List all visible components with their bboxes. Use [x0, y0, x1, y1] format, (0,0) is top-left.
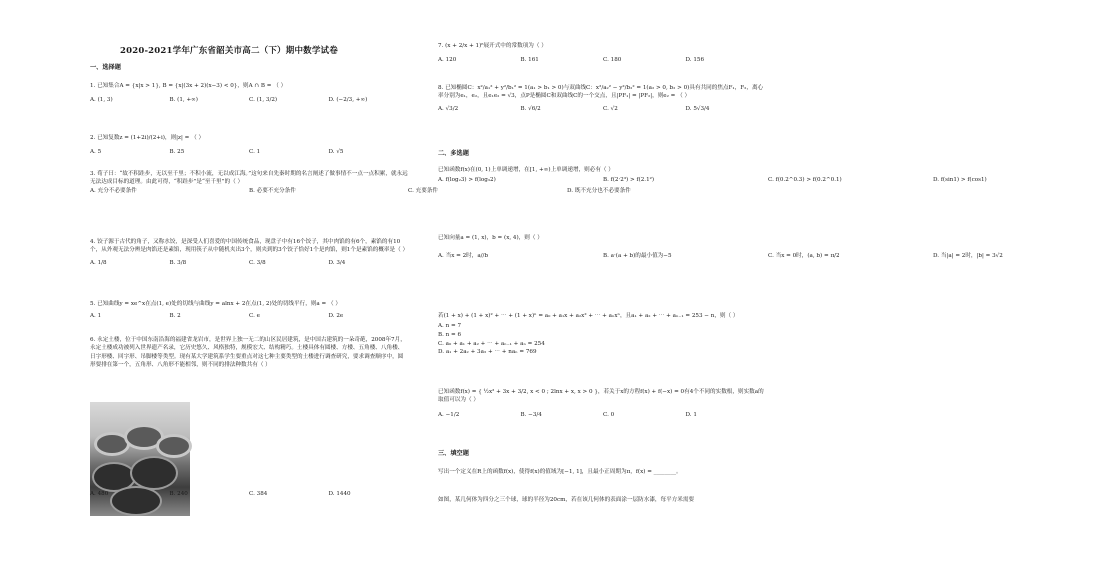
question-text: 7. (x + 2/x + 1)⁶展开式中的常数项为（ ）	[438, 43, 547, 49]
option-d: D. 2e	[328, 313, 344, 320]
option-a: A. 5	[90, 149, 102, 156]
option-b: B. 161	[520, 57, 539, 64]
option-c: C. a₀ + a₁ + a₂ + ⋯ + aₙ₋₁ + aₙ = 254	[438, 340, 545, 347]
option-b: B. (1, +∞)	[169, 97, 198, 104]
question-text: 已知函数f(x)在(0, 1)上单调递增，在[1, +∞)上单调递增，则必有（ ）	[438, 167, 614, 173]
option-c: C. 384	[249, 491, 268, 497]
option-d: D. 当|a| = 2时，|b| = 3√2	[933, 253, 1003, 260]
option-b: B. a·(a + b)的最小值为−5	[603, 253, 672, 260]
question-14	[438, 496, 768, 504]
option-c: C. √2	[603, 105, 618, 112]
option-b: B. √6/2	[520, 105, 541, 112]
section-heading-multi: 二、多选题	[438, 150, 469, 157]
question-5	[90, 300, 408, 320]
question-text: 若(1 + x) + (1 + x)² + ⋯ + (1 + x)ⁿ = a₀ + a₁x + a₂x² + ⋯ + aₙxⁿ，且a₁ + a₂ + ⋯ + aₙ₋₁ = 253 − n，则（ ）	[438, 313, 739, 319]
option-a: A. 120	[438, 57, 457, 64]
question-4	[90, 238, 408, 267]
option-a: A. −1/2	[438, 411, 460, 418]
question-6-options	[90, 490, 408, 498]
option-a: A. 当x = 2时，a//b	[438, 253, 489, 260]
tulou-photo	[90, 402, 190, 516]
option-c: C. 180	[603, 57, 622, 64]
question-text: 6. 永定土楼，位于中国东南沿海的福建省龙岩市，是世界上独一无二的山区民居建筑，是中国古建筑的一朵奇葩，2008年7月，永定土楼成功被列入世界遗产名录，它历史悠久、风格独特，规模宏大、结构精巧。土楼具体有圆楼、方楼、五角楼、八角楼、日字形楼、回字形、吊脚楼等类型。现有某大学建筑系学生要重点对这七种主要类型的土楼进行调查研究，要求调查顺序中，圆形要排在第一个，五角形、八角形不能相邻，则不同的排法种数共有（ ）	[90, 337, 406, 369]
question-10	[438, 234, 1003, 262]
option-d: D. 既不充分也不必要条件	[567, 187, 631, 194]
option-b: B. 240	[169, 491, 188, 497]
question-13	[438, 468, 768, 476]
option-b: B. 3/8	[169, 259, 187, 266]
option-a: A. 480	[90, 491, 109, 497]
question-9	[438, 166, 987, 184]
option-a: A. n = 7	[438, 323, 462, 330]
question-text: 1. 已知集合A = {x|x > 1}, B = {x|(3x + 2)(x−3) < 0}，则A ∩ B = （ ）	[90, 83, 287, 89]
option-d: D. 5√3/4	[685, 105, 710, 112]
question-12	[438, 388, 768, 419]
option-c: C. 3/8	[249, 259, 266, 266]
section-heading-choice: 一、选择题	[90, 64, 121, 71]
option-d: D. 1	[685, 411, 697, 418]
option-a: A. f(log₂3) > f(log₃2)	[438, 177, 496, 184]
option-d: D. 156	[685, 57, 705, 64]
option-c: C. f(0.2^0.3) > f(0.2^0.1)	[768, 177, 842, 184]
question-2	[90, 134, 408, 156]
option-b: B. 25	[169, 149, 185, 156]
question-text: 3. 荀子曰：“故不积跬步，无以至千里；不积小流，无以成江海。”这句来自先秦时期的名言阐述了做事情不一点一点积累，就永远无法达成目标的道理。由此可得，“积跬步”是“至千里”的（ ）	[90, 171, 408, 186]
option-a: A. √3/2	[438, 105, 459, 112]
question-text: 已知函数f(x) = { ½x² + 3x + 3/2, x < 0 ; 2lnx + x, x > 0 }，若关于x的方程f(x) + f(−x) = 0有4个不同的实数根，则实数a的取值可以为（ ）	[438, 389, 764, 404]
question-1	[90, 82, 408, 104]
option-a: A. 1/8	[90, 259, 107, 266]
question-8	[438, 84, 768, 113]
option-d: D. f(sin1) > f(cos1)	[933, 177, 987, 184]
option-c: C. 1	[249, 149, 261, 156]
option-a: A. (1, 3)	[90, 97, 113, 104]
option-c: C. (1, 3/2)	[249, 97, 278, 104]
option-c: C. 充要条件	[408, 187, 439, 194]
question-11	[438, 312, 768, 357]
option-b: B. f(2·2³) > f(2.1²)	[603, 177, 655, 184]
option-b: B. −3/4	[520, 411, 542, 418]
question-text: 8. 已知椭圆C：x²/a₁² + y²/b₁² = 1(a₁ > b₁ > 0)与双曲线C：x²/a₂² − y²/b₂² = 1(a₂ > 0, b₂ > 0)具有共同的焦点F₁，F₂，离心率分别为e₁，e₂，且e₁e₂ = √3，点P是椭圆C和双曲线C的一个交点，且|PF₁| = |PF₂|，则e₂ = （ ）	[438, 85, 764, 100]
question-text: 写出一个定义在R上的函数f(x)，使得f(x)的值域为[−1, 1]，且最小正周期为π，f(x) = ________。	[438, 469, 682, 475]
option-a: A. 1	[90, 313, 102, 320]
option-a: A. 充分不必要条件	[90, 187, 137, 194]
question-6	[90, 336, 408, 370]
option-d: D. a₁ + 2a₂ + 3a₃ + ⋯ + naₙ = 769	[438, 349, 537, 356]
option-d: D. (−2/3, +∞)	[328, 97, 368, 104]
section-heading-fill: 三、填空题	[438, 450, 469, 457]
option-b: B. 必要不充分条件	[249, 187, 296, 194]
page-title: 2020-2021学年广东省韶关市高二（下）期中数学试卷	[120, 46, 338, 56]
option-d: D. √5	[328, 149, 344, 156]
option-c: C. 0	[603, 411, 615, 418]
question-text: 5. 已知曲线y = xe^x在点(1, e)处的切线与曲线y = alnx + 2在点(1, 2)处的切线平行，则a = （ ）	[90, 301, 341, 307]
question-text: 4. 饺子源于古代的角子，又称水饺，是深受人们喜爱的中国传统食品，现盘子中有16个饺子，其中肉馅的有6个，素馅的有10个，从外观无法分辨是肉馅还是素馅，现用筷子从中随机夹出3个，则夹到的3个饺子恰好1个是肉馅，则1个是素馅的概率是（ ）	[90, 239, 409, 254]
option-b: B. 2	[169, 313, 181, 320]
option-c: C. e	[249, 313, 260, 320]
option-c: C. 当x = 0时，(a, b) = π/2	[768, 253, 840, 260]
option-d: D. 1440	[328, 491, 351, 497]
option-b: B. n = 6	[438, 332, 462, 338]
question-text: 已知向量a = (1, x)，b = (x, 4)，则（ ）	[438, 235, 543, 241]
question-text: 如图，某几何体为四分之三个球，球的半径为20cm，若在该几何体的表面涂一层防水漆，每平方米需要	[438, 497, 695, 503]
question-text: 2. 已知复数z = (1+2i)/(2+i)，则|z| = （ ）	[90, 135, 205, 141]
question-7	[438, 42, 768, 64]
option-d: D. 3/4	[328, 259, 346, 266]
